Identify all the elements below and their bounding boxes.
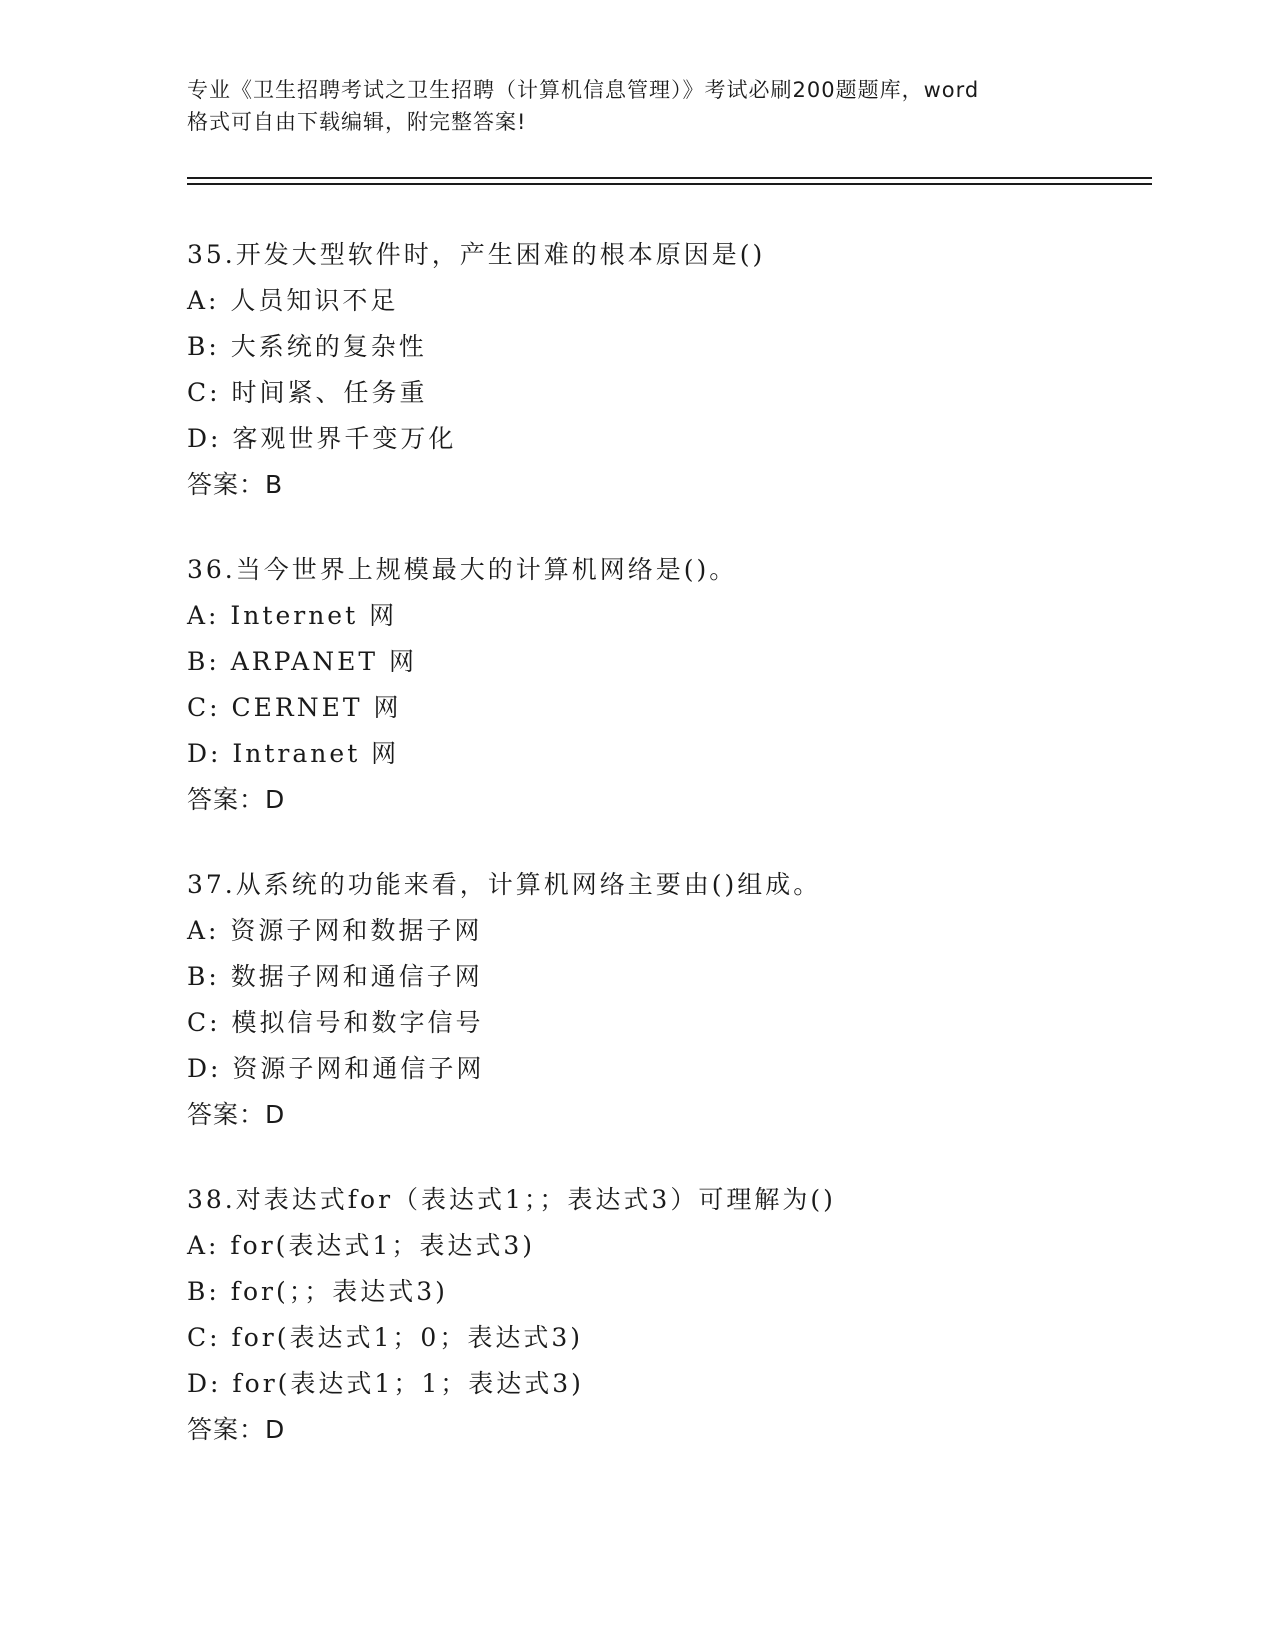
header-line-2: 格式可自由下载编辑，附完整答案! — [187, 110, 527, 134]
option-d: D: for(表达式1；1；表达式3) — [187, 1369, 584, 1398]
header-divider-top — [187, 177, 1152, 179]
question-36 — [187, 547, 1147, 823]
option-c: C: 时间紧、任务重 — [187, 378, 428, 407]
document-header — [187, 74, 1087, 138]
option-b: B: 大系统的复杂性 — [187, 332, 427, 361]
answer-line: 答案：D — [187, 785, 286, 814]
option-a: A: for(表达式1；表达式3) — [187, 1231, 535, 1260]
option-c: C: CERNET 网 — [187, 693, 402, 722]
option-d: D: Intranet 网 — [187, 739, 400, 768]
option-c: C: for(表达式1；0；表达式3) — [187, 1323, 583, 1352]
answer-line: 答案：D — [187, 1100, 286, 1129]
option-a: A: 人员知识不足 — [187, 286, 399, 315]
option-d: D: 资源子网和通信子网 — [187, 1054, 485, 1083]
header-divider-bottom — [187, 183, 1152, 185]
header-line-1: 专业《卫生招聘考试之卫生招聘（计算机信息管理）》考试必刷200题题库，word — [187, 78, 980, 102]
question-35 — [187, 232, 1147, 508]
question-38 — [187, 1177, 1147, 1453]
question-stem: 37.从系统的功能来看，计算机网络主要由()组成。 — [187, 870, 822, 899]
option-d: D: 客观世界千变万化 — [187, 424, 457, 453]
answer-line: 答案：D — [187, 1415, 286, 1444]
question-37 — [187, 862, 1147, 1138]
question-stem: 38.对表达式for（表达式1；；表达式3）可理解为() — [187, 1185, 836, 1214]
question-stem: 35.开发大型软件时，产生困难的根本原因是() — [187, 240, 766, 269]
option-b: B: ARPANET 网 — [187, 647, 417, 676]
question-stem: 36.当今世界上规模最大的计算机网络是()。 — [187, 555, 738, 584]
option-b: B: for(；；表达式3) — [187, 1277, 448, 1306]
option-b: B: 数据子网和通信子网 — [187, 962, 483, 991]
option-a: A: Internet 网 — [187, 601, 398, 630]
answer-line: 答案：B — [187, 470, 284, 499]
option-c: C: 模拟信号和数字信号 — [187, 1008, 484, 1037]
option-a: A: 资源子网和数据子网 — [187, 916, 483, 945]
